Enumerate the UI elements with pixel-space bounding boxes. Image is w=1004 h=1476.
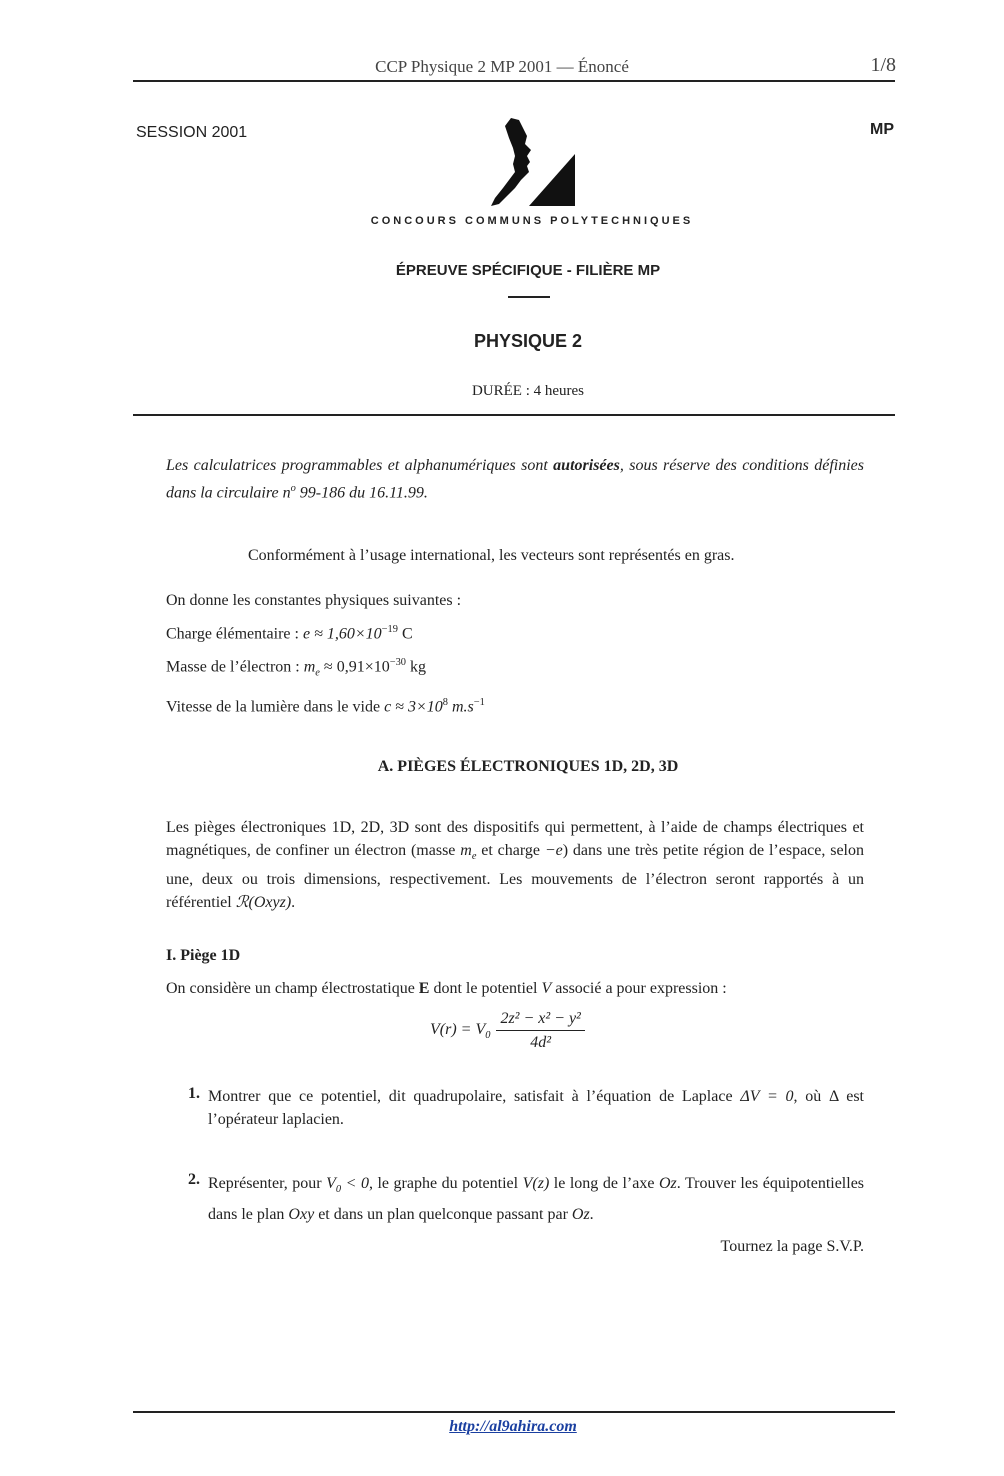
duration <box>0 383 1004 400</box>
top-section-rule <box>133 414 895 416</box>
footer-link[interactable]: http://al9ahira.com <box>449 1418 577 1435</box>
mass-symbol: m <box>303 658 316 676</box>
q2-oz: Oz <box>658 1175 677 1192</box>
light-unit-exponent: −1 <box>473 696 485 708</box>
epreuve-title: ÉPREUVE SPÉCIFIQUE - FILIÈRE MP <box>395 262 661 279</box>
formula-lhs: $V(r) = V_0$ <box>430 1020 491 1042</box>
page-number: 1/8 <box>870 54 896 76</box>
notice-text-3: 99-186 du 16.11.99. <box>295 484 428 502</box>
q2-text-5: et dans un plan quelconque passant par <box>314 1206 572 1224</box>
footer-rule <box>133 1411 895 1413</box>
mass-unit: kg <box>410 658 426 676</box>
potential-symbol: V <box>541 980 552 997</box>
org-name: CONCOURS COMMUNS POLYTECHNIQUES <box>370 215 694 227</box>
constants-block <box>166 586 485 721</box>
q2-text-2: , le graphe du potentiel <box>368 1175 523 1192</box>
mass-subscript: e <box>315 667 320 679</box>
notice-sup: o <box>290 483 296 494</box>
charge-label: Charge élémentaire : <box>166 625 303 643</box>
question-2-number: 2. <box>188 1171 200 1188</box>
charge-unit: C <box>401 625 413 643</box>
constant-mass <box>166 648 485 688</box>
q1-text-1: Montrer que ce potentiel, dit quadrupolaire, satisfait à l’équation de Laplace <box>208 1088 741 1105</box>
section-a-text-3: ) dans une très petite région de l’espace, selon une, deux ou trois dimensions, respectivement. Les mouvements de l’électron seront rapportés à un référentiel <box>166 842 864 912</box>
question-1-text <box>208 1085 864 1131</box>
laplace-equation: ΔV = 0 <box>740 1088 794 1105</box>
formula-denominator: 4d² <box>530 1034 552 1051</box>
light-expr: c ≈ 3×10 <box>384 698 443 716</box>
formula-numerator: 2z² − x² − y² <box>496 1010 584 1031</box>
q2-text-3: le long de l’axe <box>549 1175 659 1192</box>
formula-fraction <box>496 1010 584 1052</box>
light-exponent: 8 <box>442 696 448 708</box>
charge-exponent: −19 <box>381 624 398 635</box>
duration-value: : 4 heures <box>525 383 585 399</box>
mass-label: Masse de l’électron : <box>166 658 304 676</box>
q2-vz: V(z) <box>522 1175 550 1192</box>
notice-text-2: , sous réserve des conditions définies dans la circulaire n <box>166 457 865 502</box>
title-separator <box>508 296 550 298</box>
question-1-number: 1. <box>188 1085 200 1102</box>
section-i-title: I. Piège 1D <box>166 947 241 964</box>
duration-label: DURÉE <box>471 383 522 399</box>
q2-oxy: Oxy <box>288 1206 315 1224</box>
question-2-text <box>208 1171 864 1227</box>
vector-convention: Conformément à l’usage international, les vecteurs sont représentés en gras. <box>248 547 735 564</box>
q2-text-4: . Trouver les équipotentielles dans le plan <box>208 1175 865 1224</box>
mass-exponent: −30 <box>389 657 406 669</box>
calculator-notice <box>166 454 864 504</box>
q2-text-6: . <box>589 1206 594 1224</box>
q1-text-2: , où Δ est l’opérateur laplacien. <box>208 1088 865 1128</box>
section-a-title: A. PIÈGES ÉLECTRONIQUES 1D, 2D, 3D <box>377 758 679 775</box>
charge-expr: e ≈ 1,60×10 <box>302 625 382 643</box>
section-a-text-4: . <box>291 894 296 912</box>
session-label: SESSION 2001 <box>136 124 248 141</box>
constant-charge <box>166 615 485 648</box>
q2-cond-2: < 0 <box>341 1175 369 1192</box>
q2-text-1: Représenter, pour <box>208 1175 327 1192</box>
mass-symbol-inline: m <box>460 842 472 859</box>
mass-expr: ≈ 0,91×10 <box>319 658 390 676</box>
track-label: MP <box>870 121 894 138</box>
potential-formula <box>430 1010 585 1052</box>
q2-cond-sub: 0 <box>335 1184 342 1196</box>
turn-page-note: Tournez la page S.V.P. <box>720 1238 864 1255</box>
constant-light <box>166 688 485 721</box>
constants-intro: On donne les constantes physiques suivantes : <box>166 592 462 609</box>
light-unit: m.s <box>451 698 474 716</box>
intro-text-2: dont le potentiel <box>429 980 542 997</box>
intro-text-1: On considère un champ électrostatique <box>166 980 419 997</box>
section-a-intro <box>166 816 864 914</box>
reference-frame: ℛ(Oxyz) <box>235 894 292 912</box>
running-header-title: CCP Physique 2 MP 2001 — Énoncé <box>375 57 629 76</box>
field-symbol: E <box>418 980 430 997</box>
notice-text-1: Les calculatrices programmables et alphanumériques sont <box>166 457 554 474</box>
mass-subscript-inline: e <box>471 851 477 863</box>
ccp-logo <box>485 114 580 210</box>
notice-bold: autorisées <box>553 457 620 474</box>
q2-oz-2: Oz <box>571 1206 590 1224</box>
section-i-intro <box>166 980 727 998</box>
light-label: Vitesse de la lumière dans le vide <box>166 698 385 716</box>
header-rule <box>133 80 895 82</box>
charge-symbol-inline: −e <box>544 842 563 859</box>
section-a-text-2: et charge <box>476 842 545 859</box>
intro-text-3: associé a pour expression : <box>551 980 727 997</box>
subject-title: PHYSIQUE 2 <box>473 331 583 351</box>
q2-cond: V <box>326 1175 336 1192</box>
section-a-text-1: Les pièges électroniques 1D, 2D, 3D sont des dispositifs qui permettent, à l’aide de champs électriques et magnétiques, de confiner un électron (masse <box>166 819 864 859</box>
